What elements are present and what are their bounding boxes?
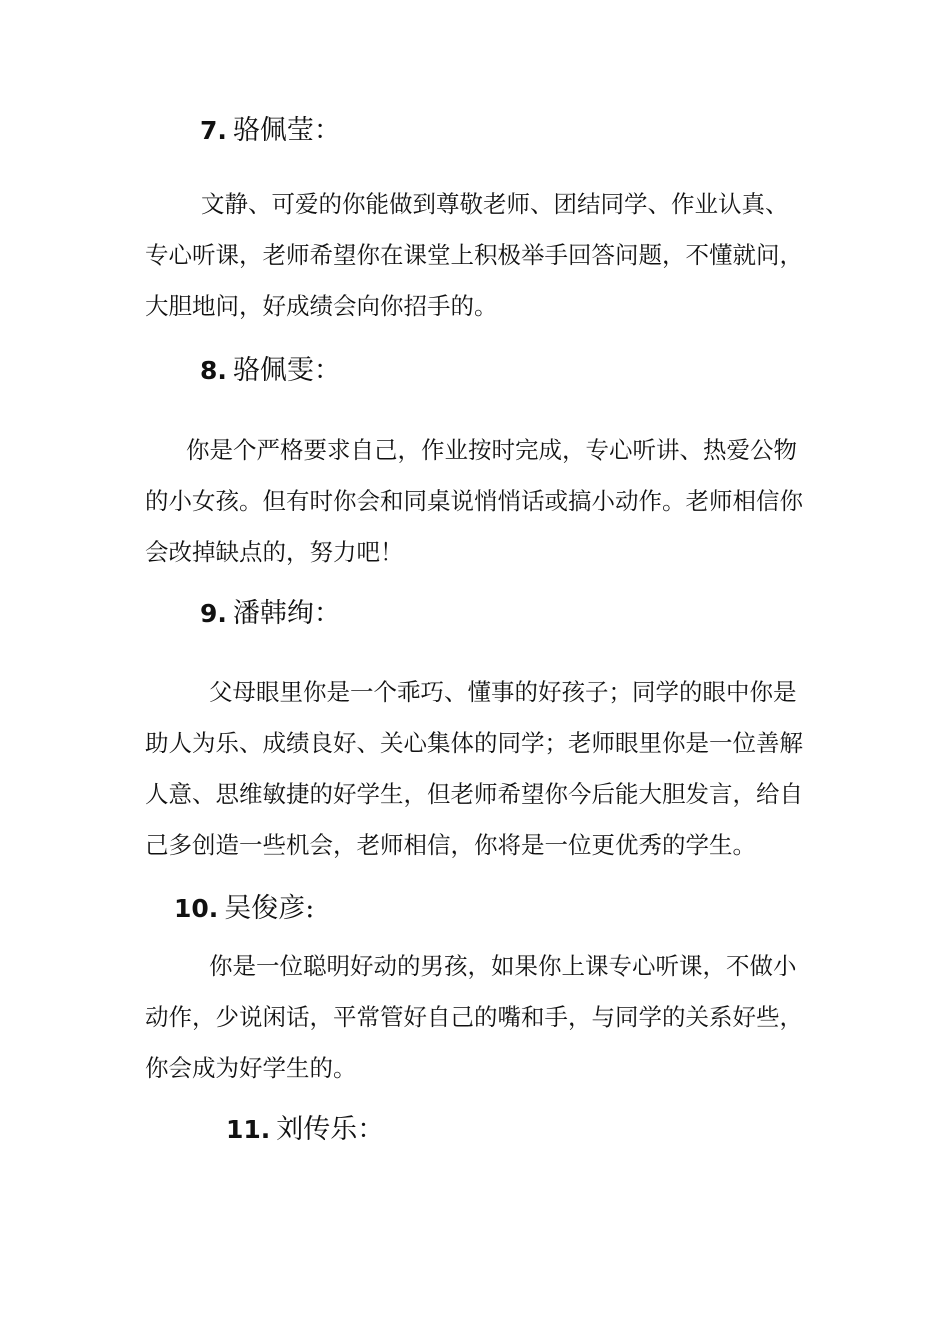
paragraph-line: 会改掉缺点的，努力吧！: [145, 538, 404, 566]
paragraph-line: 大胆地问，好成绩会向你招手的。: [145, 292, 498, 320]
entry-number: 11.: [226, 1115, 271, 1144]
entry-number: 7.: [200, 116, 227, 145]
paragraph-line: 己多创造一些机会，老师相信，你将是一位更优秀的学生。: [145, 831, 756, 859]
paragraph-line: 专心听课，老师希望你在课堂上积极举手回答问题，不懂就问，: [145, 241, 803, 269]
paragraph-line: 人意、思维敏捷的好学生，但老师希望你今后能大胆发言，给自: [145, 780, 803, 808]
comment-paragraph-9: [145, 667, 810, 871]
entry-heading-7: [200, 114, 341, 148]
student-name: 刘传乐：: [276, 1114, 385, 1145]
entry-number: 10.: [174, 894, 219, 923]
paragraph-line: 你会成为好学生的。: [145, 1054, 357, 1082]
student-name: 骆佩莹：: [232, 115, 341, 146]
paragraph-line: 父母眼里你是一个乖巧、懂事的好孩子；同学的眼中你是: [209, 678, 797, 706]
comment-paragraph-7: [145, 179, 810, 332]
paragraph-line: 助人为乐、成绩良好、关心集体的同学；老师眼里你是一位善解: [145, 729, 803, 757]
student-name: 吴俊彦:: [224, 893, 315, 924]
paragraph-line: 动作，少说闲话，平常管好自己的嘴和手，与同学的关系好些，: [145, 1003, 803, 1031]
entry-number: 9.: [200, 599, 227, 628]
paragraph-line: 的小女孩。但有时你会和同桌说悄悄话或搞小动作。老师相信你: [145, 487, 803, 515]
paragraph-line: 你是一位聪明好动的男孩，如果你上课专心听课，不做小: [209, 952, 797, 980]
entry-heading-11: [226, 1113, 384, 1147]
paragraph-line: 你是个严格要求自己，作业按时完成，专心听讲、热爱公物: [186, 436, 797, 464]
student-name: 骆佩雯：: [232, 355, 341, 386]
entry-heading-10: [174, 892, 314, 926]
student-name: 潘韩绚：: [232, 598, 341, 629]
comment-paragraph-10: [145, 941, 810, 1094]
comment-paragraph-8: [145, 425, 810, 578]
entry-heading-8: [200, 354, 341, 388]
paragraph-line: 文静、可爱的你能做到尊敬老师、团结同学、作业认真、: [201, 190, 789, 218]
entry-number: 8.: [200, 356, 227, 385]
entry-heading-9: [200, 597, 341, 631]
